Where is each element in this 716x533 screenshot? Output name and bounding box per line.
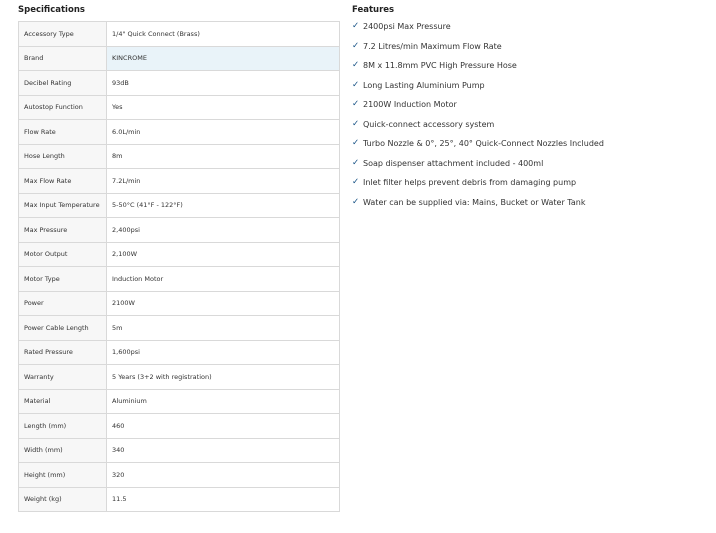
feature-text: Soap dispenser attachment included - 400ml	[363, 158, 544, 168]
list-item	[352, 154, 712, 174]
spec-value: 8m	[107, 144, 340, 169]
spec-label: Hose Length	[19, 144, 107, 169]
specifications-table	[18, 21, 340, 512]
feature-text: Turbo Nozzle & 0°, 25°, 40° Quick-Connect Nozzles Included	[363, 139, 604, 148]
spec-label: Decibel Rating	[19, 71, 107, 96]
spec-value: Yes	[107, 95, 340, 120]
features-section	[352, 4, 712, 212]
spec-value: 320	[107, 463, 340, 488]
spec-value: 5-50°C (41°F - 122°F)	[107, 193, 340, 218]
feature-text: Inlet filter helps prevent debris from damaging pump	[363, 178, 577, 187]
features-title: Features	[352, 5, 395, 15]
table-row	[19, 463, 340, 488]
list-item	[352, 134, 712, 154]
check-icon: ✓	[352, 40, 360, 51]
check-icon: ✓	[352, 157, 360, 168]
spec-label: Rated Pressure	[19, 340, 107, 365]
spec-value: 6.0L/min	[107, 120, 340, 145]
check-icon: ✓	[352, 177, 360, 187]
list-item	[352, 173, 712, 193]
spec-label: Autostop Function	[19, 95, 107, 120]
table-row	[19, 438, 340, 463]
feature-text: Water can be supplied via: Mains, Bucket or Water Tank	[363, 197, 586, 207]
check-icon: ✓	[352, 21, 360, 31]
spec-value: 93dB	[107, 71, 340, 96]
feature-text: 8M x 11.8mm PVC High Pressure Hose	[363, 61, 517, 70]
check-icon: ✓	[352, 138, 360, 148]
spec-value: 2,100W	[107, 242, 340, 267]
specifications-title: Specifications	[18, 5, 85, 15]
spec-value: 5 Years (3+2 with registration)	[107, 365, 340, 390]
table-row	[19, 144, 340, 169]
spec-label: Max Flow Rate	[19, 169, 107, 194]
list-item	[352, 56, 712, 76]
table-row	[19, 218, 340, 243]
spec-value: 1,600psi	[107, 340, 340, 365]
spec-label: Weight (kg)	[19, 487, 107, 512]
feature-text: 2100W Induction Motor	[363, 100, 457, 109]
table-row	[19, 487, 340, 512]
list-item	[352, 37, 712, 57]
spec-value: 1/4" Quick Connect (Brass)	[107, 22, 340, 47]
spec-label: Max Input Temperature	[19, 193, 107, 218]
spec-value: KINCROME	[107, 46, 340, 71]
list-item	[352, 17, 712, 37]
spec-value: 11.5	[107, 487, 340, 512]
table-row	[19, 414, 340, 439]
table-row	[19, 95, 340, 120]
spec-label: Power	[19, 291, 107, 316]
table-row	[19, 316, 340, 341]
check-icon: ✓	[352, 99, 360, 109]
spec-label: Flow Rate	[19, 120, 107, 145]
spec-label: Motor Type	[19, 267, 107, 292]
spec-value: 2,400psi	[107, 218, 340, 243]
check-icon: ✓	[352, 118, 360, 129]
feature-text: Long Lasting Aluminium Pump	[363, 80, 485, 90]
check-icon: ✓	[352, 196, 360, 207]
spec-label: Max Pressure	[19, 218, 107, 243]
table-row	[19, 71, 340, 96]
spec-label: Motor Output	[19, 242, 107, 267]
spec-value: 2100W	[107, 291, 340, 316]
spec-value: 460	[107, 414, 340, 439]
features-list	[352, 17, 712, 212]
table-row	[19, 365, 340, 390]
table-row	[19, 291, 340, 316]
spec-value: 5m	[107, 316, 340, 341]
check-icon: ✓	[352, 79, 360, 90]
spec-label: Length (mm)	[19, 414, 107, 439]
feature-text: 2400psi Max Pressure	[363, 22, 451, 31]
spec-label: Height (mm)	[19, 463, 107, 488]
spec-value: 7.2L/min	[107, 169, 340, 194]
list-item	[352, 193, 712, 213]
table-row	[19, 267, 340, 292]
spec-label: Material	[19, 389, 107, 414]
check-icon: ✓	[352, 60, 360, 70]
spec-value: Aluminium	[107, 389, 340, 414]
list-item	[352, 115, 712, 135]
table-row	[19, 120, 340, 145]
list-item	[352, 95, 712, 115]
table-row	[19, 22, 340, 47]
feature-text: 7.2 Litres/min Maximum Flow Rate	[363, 41, 502, 51]
table-row	[19, 340, 340, 365]
spec-value: 340	[107, 438, 340, 463]
spec-label: Accessory Type	[19, 22, 107, 47]
spec-label: Width (mm)	[19, 438, 107, 463]
specifications-section	[18, 4, 340, 512]
table-row	[19, 389, 340, 414]
table-row	[19, 242, 340, 267]
spec-value: Induction Motor	[107, 267, 340, 292]
spec-label: Power Cable Length	[19, 316, 107, 341]
list-item	[352, 76, 712, 96]
spec-label: Warranty	[19, 365, 107, 390]
spec-label: Brand	[19, 46, 107, 71]
feature-text: Quick-connect accessory system	[363, 119, 495, 129]
table-row	[19, 193, 340, 218]
table-row	[19, 46, 340, 71]
table-row	[19, 169, 340, 194]
